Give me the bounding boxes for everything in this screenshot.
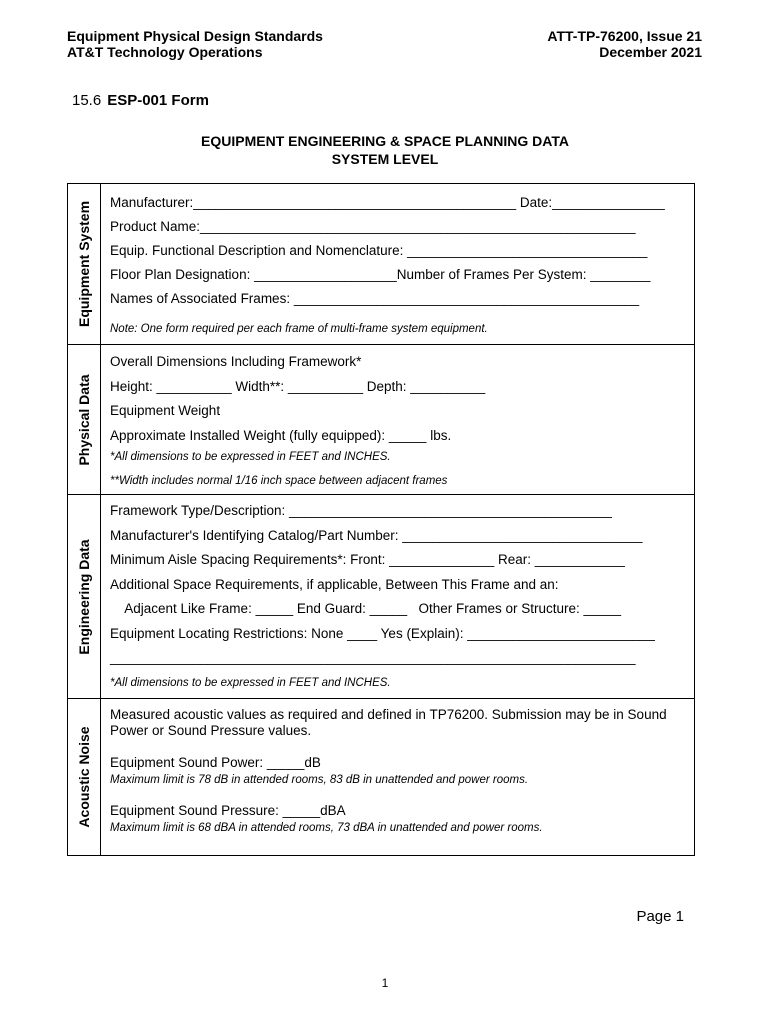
section-label-cell [68, 184, 101, 344]
form-title-line-1: EQUIPMENT ENGINEERING & SPACE PLANNING DATA [201, 133, 569, 149]
adjacent-frame-field[interactable]: Adjacent Like Frame: _____ End Guard: _____ Other Frames or Structure: _____ [110, 601, 622, 616]
manufacturer-date-field[interactable]: Manufacturer:___________________________________________ Date:_______________ [110, 195, 665, 210]
section-number: 15.6 [72, 92, 102, 109]
engineering-data-section [68, 495, 694, 699]
explanation-line-field[interactable]: ______________________________________________________________________ [110, 650, 636, 665]
sound-power-field[interactable]: Equipment Sound Power: _____dB [110, 755, 321, 770]
document-id: ATT-TP-76200, Issue 21 [547, 28, 702, 44]
page-number: 1 [381, 976, 389, 990]
equipment-system-note: Note: One form required per each frame of multi-frame system equipment. [110, 323, 488, 335]
equipment-system-content [110, 184, 686, 344]
engineering-data-label: Engineering Data [76, 538, 92, 655]
associated-frames-field[interactable]: Names of Associated Frames: ______________________________________________ [110, 291, 640, 306]
document-series: Equipment Physical Design Standards [67, 28, 323, 44]
acoustic-noise-content [110, 699, 686, 855]
section-label-cell [68, 345, 101, 494]
floor-plan-frames-field[interactable]: Floor Plan Designation: ___________________Number of Frames Per System: ________ [110, 267, 651, 282]
section-label-cell [68, 495, 101, 698]
acoustic-intro-text: Measured acoustic values as required and defined in TP76200. Submission may be in Sound Power or Sound Pressure values. [110, 707, 667, 738]
form-title-line-2: SYSTEM LEVEL [331, 151, 439, 167]
aisle-spacing-field[interactable]: Minimum Aisle Spacing Requirements*: Front: ______________ Rear: ____________ [110, 552, 625, 567]
header-left [67, 28, 323, 60]
equipment-system-section [68, 184, 694, 345]
section-label-cell [68, 699, 101, 855]
equipment-system-label: Equipment System [76, 200, 92, 328]
product-name-field[interactable]: Product Name:__________________________________________________________ [110, 219, 636, 234]
header-right [547, 28, 702, 60]
acoustic-noise-label: Acoustic Noise [76, 726, 92, 828]
framework-type-field[interactable]: Framework Type/Description: ___________________________________________ [110, 503, 612, 518]
locating-restrictions-field[interactable]: Equipment Locating Restrictions: None ____ Yes (Explain): _________________________ [110, 626, 655, 641]
width-note: **Width includes normal 1/16 inch space between adjacent frames [110, 475, 448, 487]
engineering-units-note: *All dimensions to be expressed in FEET and INCHES. [110, 677, 391, 689]
sound-power-limit-note: Maximum limit is 78 dB in attended rooms, 83 dB in unattended and power rooms. [110, 774, 529, 786]
installed-weight-field[interactable]: Approximate Installed Weight (fully equipped): _____ lbs. [110, 428, 452, 443]
additional-space-heading: Additional Space Requirements, if applicable, Between This Frame and an: [110, 577, 559, 592]
section-title: ESP-001 Form [107, 92, 209, 109]
dimensions-field[interactable]: Height: __________ Width**: __________ Depth: __________ [110, 379, 486, 394]
functional-description-field[interactable]: Equip. Functional Description and Nomenclature: ________________________________ [110, 243, 648, 258]
physical-data-content [110, 345, 686, 494]
organization: AT&T Technology Operations [67, 44, 263, 60]
overall-dimensions-heading: Overall Dimensions Including Framework* [110, 354, 362, 369]
dimensions-units-note: *All dimensions to be expressed in FEET and INCHES. [110, 451, 391, 463]
form-table [67, 183, 695, 856]
sound-pressure-field[interactable]: Equipment Sound Pressure: _____dBA [110, 803, 346, 818]
equipment-weight-heading: Equipment Weight [110, 403, 221, 418]
page-label: Page 1 [636, 908, 684, 925]
form-title [0, 132, 770, 168]
document-date: December 2021 [599, 44, 702, 60]
sound-pressure-limit-note: Maximum limit is 68 dBA in attended rooms, 73 dBA in unattended and power rooms. [110, 822, 543, 834]
physical-data-label: Physical Data [76, 373, 92, 466]
catalog-part-number-field[interactable]: Manufacturer's Identifying Catalog/Part Number: ________________________________ [110, 528, 643, 543]
acoustic-noise-section [68, 699, 694, 855]
engineering-data-content [110, 495, 686, 698]
physical-data-section [68, 345, 694, 495]
section-heading [72, 92, 209, 109]
